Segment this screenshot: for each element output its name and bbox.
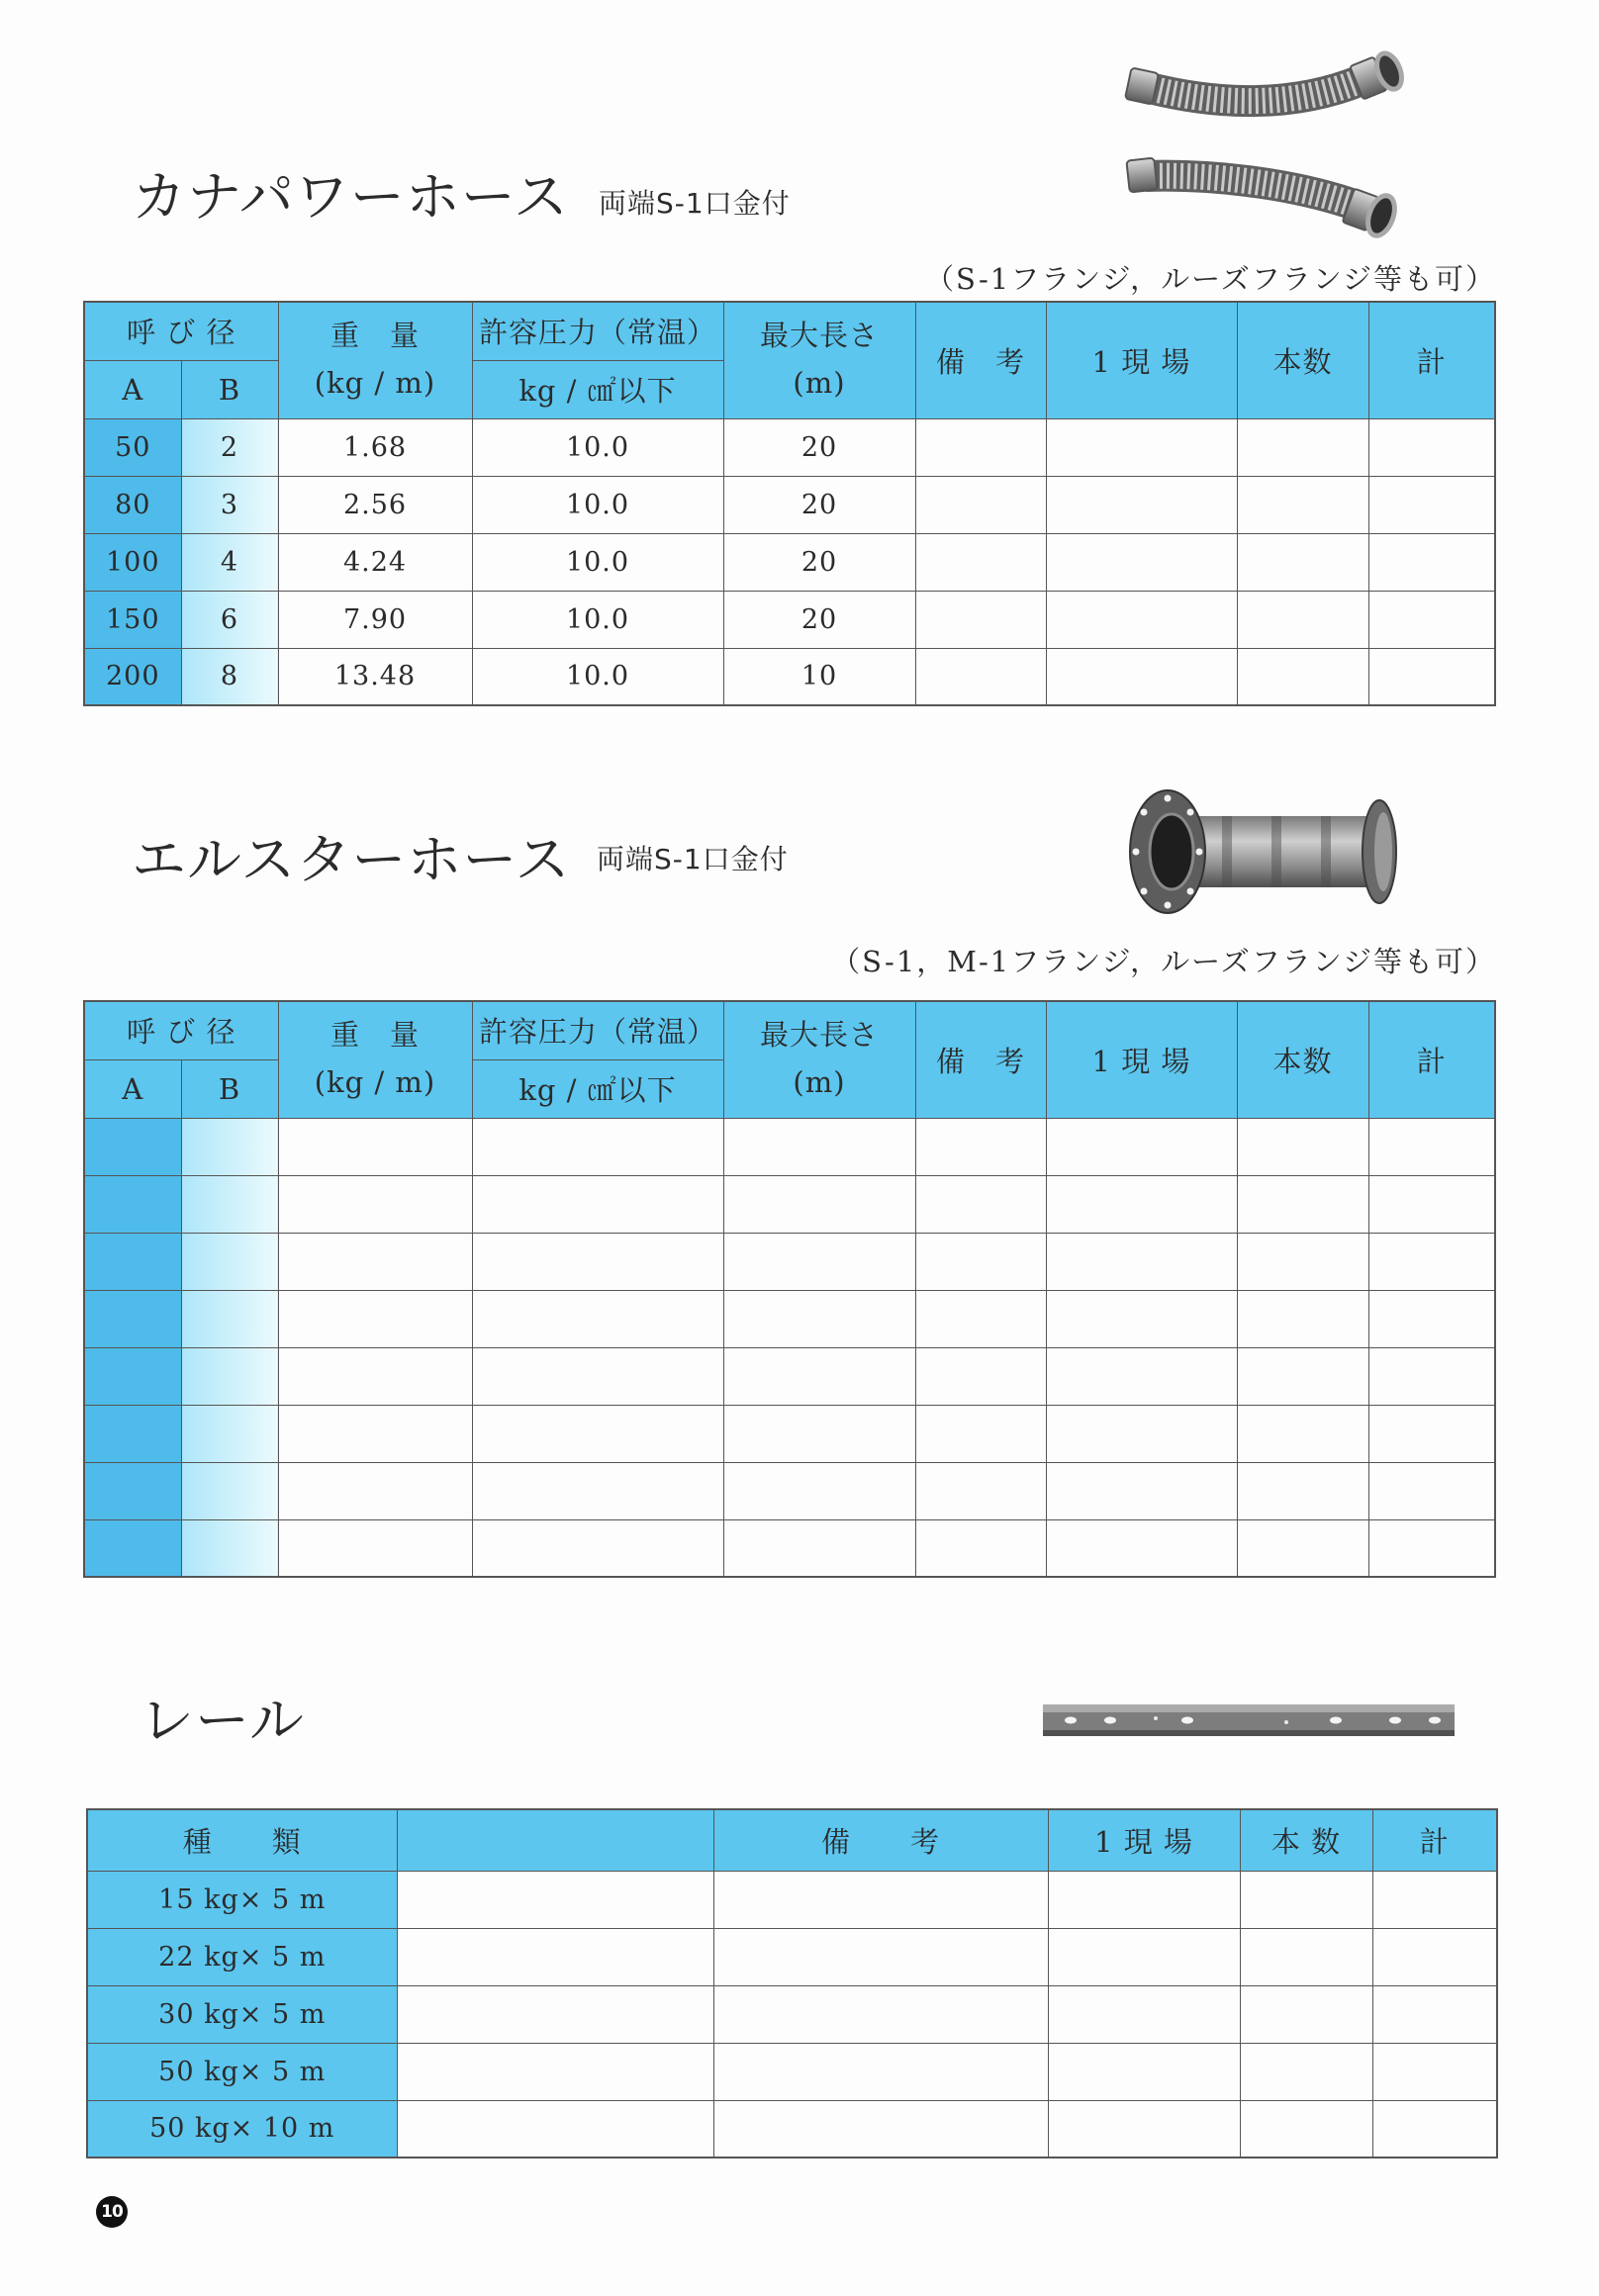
pressure-cell [472, 1347, 723, 1405]
max-length-cell [723, 1290, 915, 1347]
total-cell [1372, 2043, 1497, 2100]
header-count: 本数 [1237, 1001, 1368, 1118]
per-site-cell [1046, 591, 1237, 648]
b-diameter-cell: 6 [181, 591, 278, 648]
header-weight-unit: (kg / m) [314, 366, 436, 401]
pressure-cell: 10.0 [472, 418, 723, 476]
total-cell [1368, 648, 1495, 705]
pressure-cell: 10.0 [472, 476, 723, 533]
weight-cell: 13.48 [278, 648, 472, 705]
remarks-cell [713, 2043, 1048, 2100]
blank-cell [397, 1871, 713, 1928]
remarks-cell [915, 1290, 1046, 1347]
table-row [87, 1871, 1497, 1928]
count-cell [1237, 476, 1368, 533]
table-row [84, 591, 1495, 648]
pressure-cell: 10.0 [472, 648, 723, 705]
table-row [84, 1118, 1495, 1175]
header-max-length [723, 302, 915, 418]
pressure-cell: 10.0 [472, 533, 723, 591]
remarks-cell [915, 533, 1046, 591]
total-cell [1368, 1405, 1495, 1462]
header-max-length-label: 最大長さ [759, 319, 879, 353]
count-cell [1240, 1928, 1372, 1985]
weight-cell [278, 1347, 472, 1405]
pressure-cell [472, 1233, 723, 1290]
per-site-cell [1046, 476, 1237, 533]
a-diameter-cell: 50 [84, 418, 181, 476]
rail-title: レール [140, 1689, 305, 1752]
weight-cell [278, 1118, 472, 1175]
total-cell [1368, 1118, 1495, 1175]
header-pressure: 許容圧力（常温） [472, 302, 723, 360]
pressure-cell: 10.0 [472, 591, 723, 648]
total-cell [1368, 591, 1495, 648]
weight-cell: 4.24 [278, 533, 472, 591]
header-a: A [84, 360, 181, 418]
per-site-cell [1046, 648, 1237, 705]
remarks-cell [915, 591, 1046, 648]
a-diameter-cell [84, 1519, 181, 1577]
pressure-cell [472, 1175, 723, 1233]
rail-type-cell: 50 kg× 10 m [87, 2100, 397, 2158]
b-diameter-cell [181, 1519, 278, 1577]
table-row [84, 648, 1495, 705]
count-cell [1237, 1175, 1368, 1233]
kana-power-hose-table [83, 301, 1496, 706]
header-b: B [181, 360, 278, 418]
rail-type-cell: 30 kg× 5 m [87, 1985, 397, 2043]
total-cell [1368, 1175, 1495, 1233]
table-row [84, 1175, 1495, 1233]
header-weight-label: 重 量 [329, 1018, 420, 1053]
rail-table [86, 1808, 1498, 2158]
weight-cell [278, 1462, 472, 1519]
header-weight [278, 302, 472, 418]
a-diameter-cell [84, 1347, 181, 1405]
a-diameter-cell [84, 1175, 181, 1233]
header-nominal-diameter: 呼 び 径 [84, 302, 278, 360]
b-diameter-cell [181, 1118, 278, 1175]
count-cell [1240, 1985, 1372, 2043]
max-length-cell [723, 1519, 915, 1577]
table-row [84, 533, 1495, 591]
total-cell [1368, 418, 1495, 476]
a-diameter-cell: 200 [84, 648, 181, 705]
count-cell [1240, 2043, 1372, 2100]
a-diameter-cell: 80 [84, 476, 181, 533]
total-cell [1368, 1290, 1495, 1347]
max-length-cell: 20 [723, 418, 915, 476]
remarks-cell [915, 1118, 1046, 1175]
table-row [84, 1290, 1495, 1347]
header-weight [278, 1001, 472, 1118]
max-length-cell: 20 [723, 591, 915, 648]
blank-cell [397, 2100, 713, 2158]
per-site-cell [1046, 1519, 1237, 1577]
remarks-cell [713, 1985, 1048, 2043]
total-cell [1372, 2100, 1497, 2158]
weight-cell [278, 1290, 472, 1347]
page-number: 10 [96, 2196, 128, 2228]
remarks-cell [915, 1233, 1046, 1290]
header-rail-type: 種 類 [87, 1809, 397, 1871]
table-row [84, 1233, 1495, 1290]
count-cell [1240, 1871, 1372, 1928]
a-diameter-cell [84, 1405, 181, 1462]
total-cell [1372, 1871, 1497, 1928]
kana-power-hose-subtitle: 両端S-1口金付 [599, 187, 791, 220]
max-length-cell [723, 1462, 915, 1519]
weight-cell [278, 1519, 472, 1577]
header-weight-label: 重 量 [329, 319, 420, 353]
kana-power-hose-note: （S-1フランジ，ルーズフランジ等も可） [925, 262, 1496, 296]
count-cell [1237, 533, 1368, 591]
elstar-hose-table [83, 1000, 1496, 1578]
max-length-cell: 20 [723, 533, 915, 591]
a-diameter-cell [84, 1462, 181, 1519]
count-cell [1237, 1519, 1368, 1577]
count-cell [1237, 1347, 1368, 1405]
table-row [87, 2043, 1497, 2100]
remarks-cell [915, 1519, 1046, 1577]
blank-cell [397, 2043, 713, 2100]
header-total: 計 [1368, 302, 1495, 418]
total-cell [1368, 1462, 1495, 1519]
remarks-cell [915, 418, 1046, 476]
header-pressure-unit: kg / ㎠以下 [472, 1059, 723, 1118]
header-count: 本数 [1237, 302, 1368, 418]
count-cell [1237, 1462, 1368, 1519]
header-a: A [84, 1059, 181, 1118]
remarks-cell [915, 648, 1046, 705]
table-row [84, 476, 1495, 533]
b-diameter-cell [181, 1462, 278, 1519]
header-max-length-label: 最大長さ [759, 1018, 879, 1053]
elstar-hose-note: （S-1，M-1フランジ，ルーズフランジ等も可） [831, 945, 1496, 978]
total-cell [1368, 1519, 1495, 1577]
per-site-cell [1048, 2043, 1240, 2100]
blank-cell [397, 1985, 713, 2043]
table-row [84, 1347, 1495, 1405]
rail-type-cell: 50 kg× 5 m [87, 2043, 397, 2100]
per-site-cell [1046, 1118, 1237, 1175]
table-row [84, 418, 1495, 476]
pressure-cell [472, 1118, 723, 1175]
table-row [84, 1519, 1495, 1577]
total-cell [1372, 1985, 1497, 2043]
elstar-hose-table-body [84, 1118, 1495, 1577]
header-pressure-unit: kg / ㎠以下 [472, 360, 723, 418]
header-count: 本 数 [1240, 1809, 1372, 1871]
remarks-cell [915, 1175, 1046, 1233]
header-max-length [723, 1001, 915, 1118]
rail-photo [1039, 1697, 1459, 1746]
total-cell [1368, 476, 1495, 533]
per-site-cell [1046, 1462, 1237, 1519]
total-cell [1372, 1928, 1497, 1985]
per-site-cell [1048, 2100, 1240, 2158]
weight-cell [278, 1175, 472, 1233]
header-remarks: 備 考 [713, 1809, 1048, 1871]
remarks-cell [915, 1462, 1046, 1519]
rail-table-body [87, 1871, 1497, 2158]
weight-cell: 1.68 [278, 418, 472, 476]
count-cell [1237, 1405, 1368, 1462]
max-length-cell [723, 1405, 915, 1462]
remarks-cell [713, 1928, 1048, 1985]
per-site-cell [1048, 1928, 1240, 1985]
header-remarks: 備 考 [915, 1001, 1046, 1118]
table-row [87, 1985, 1497, 2043]
per-site-cell [1046, 418, 1237, 476]
weight-cell: 7.90 [278, 591, 472, 648]
b-diameter-cell [181, 1347, 278, 1405]
blank-cell [397, 1928, 713, 1985]
pressure-cell [472, 1405, 723, 1462]
count-cell [1237, 1118, 1368, 1175]
total-cell [1368, 1233, 1495, 1290]
max-length-cell [723, 1118, 915, 1175]
count-cell [1240, 2100, 1372, 2158]
header-per-site: 1 現 場 [1046, 302, 1237, 418]
b-diameter-cell: 4 [181, 533, 278, 591]
pressure-cell [472, 1519, 723, 1577]
per-site-cell [1046, 1175, 1237, 1233]
header-nominal-diameter: 呼 び 径 [84, 1001, 278, 1059]
max-length-cell [723, 1347, 915, 1405]
a-diameter-cell [84, 1290, 181, 1347]
count-cell [1237, 1233, 1368, 1290]
remarks-cell [915, 1405, 1046, 1462]
b-diameter-cell [181, 1290, 278, 1347]
per-site-cell [1046, 1290, 1237, 1347]
a-diameter-cell [84, 1118, 181, 1175]
table-row [87, 2100, 1497, 2158]
pressure-cell [472, 1462, 723, 1519]
per-site-cell [1046, 1233, 1237, 1290]
header-per-site: 1 現 場 [1048, 1809, 1240, 1871]
rail-type-cell: 22 kg× 5 m [87, 1928, 397, 1985]
elstar-hose-title: エルスターホース [132, 828, 571, 891]
remarks-cell [915, 476, 1046, 533]
elstar-hose-subtitle: 両端S-1口金付 [597, 843, 789, 875]
table-row [87, 1928, 1497, 1985]
b-diameter-cell: 8 [181, 648, 278, 705]
weight-cell [278, 1405, 472, 1462]
header-max-length-unit: (m) [793, 1065, 846, 1100]
pressure-cell [472, 1290, 723, 1347]
b-diameter-cell [181, 1405, 278, 1462]
per-site-cell [1048, 1985, 1240, 2043]
count-cell [1237, 648, 1368, 705]
b-diameter-cell [181, 1175, 278, 1233]
header-total: 計 [1372, 1809, 1497, 1871]
b-diameter-cell: 3 [181, 476, 278, 533]
count-cell [1237, 591, 1368, 648]
b-diameter-cell [181, 1233, 278, 1290]
per-site-cell [1046, 1405, 1237, 1462]
header-total: 計 [1368, 1001, 1495, 1118]
b-diameter-cell: 2 [181, 418, 278, 476]
max-length-cell: 20 [723, 476, 915, 533]
count-cell [1237, 1290, 1368, 1347]
weight-cell: 2.56 [278, 476, 472, 533]
max-length-cell [723, 1175, 915, 1233]
count-cell [1237, 418, 1368, 476]
rail-type-cell: 15 kg× 5 m [87, 1871, 397, 1928]
corrugated-hose-photo [1118, 47, 1415, 257]
a-diameter-cell: 150 [84, 591, 181, 648]
a-diameter-cell: 100 [84, 533, 181, 591]
table-row [84, 1405, 1495, 1462]
total-cell [1368, 533, 1495, 591]
header-max-length-unit: (m) [793, 366, 846, 401]
max-length-cell: 10 [723, 648, 915, 705]
max-length-cell [723, 1233, 915, 1290]
per-site-cell [1048, 1871, 1240, 1928]
per-site-cell [1046, 533, 1237, 591]
table-row [84, 1462, 1495, 1519]
a-diameter-cell [84, 1233, 181, 1290]
kana-power-hose-table-body [84, 418, 1495, 705]
remarks-cell [713, 1871, 1048, 1928]
flanged-hose-photo [1128, 786, 1415, 920]
header-weight-unit: (kg / m) [314, 1065, 436, 1100]
header-blank [397, 1809, 713, 1871]
header-remarks: 備 考 [915, 302, 1046, 418]
weight-cell [278, 1233, 472, 1290]
kana-power-hose-title: カナパワーホース [132, 165, 569, 229]
remarks-cell [713, 2100, 1048, 2158]
header-b: B [181, 1059, 278, 1118]
remarks-cell [915, 1347, 1046, 1405]
per-site-cell [1046, 1347, 1237, 1405]
header-pressure: 許容圧力（常温） [472, 1001, 723, 1059]
header-per-site: 1 現 場 [1046, 1001, 1237, 1118]
total-cell [1368, 1347, 1495, 1405]
